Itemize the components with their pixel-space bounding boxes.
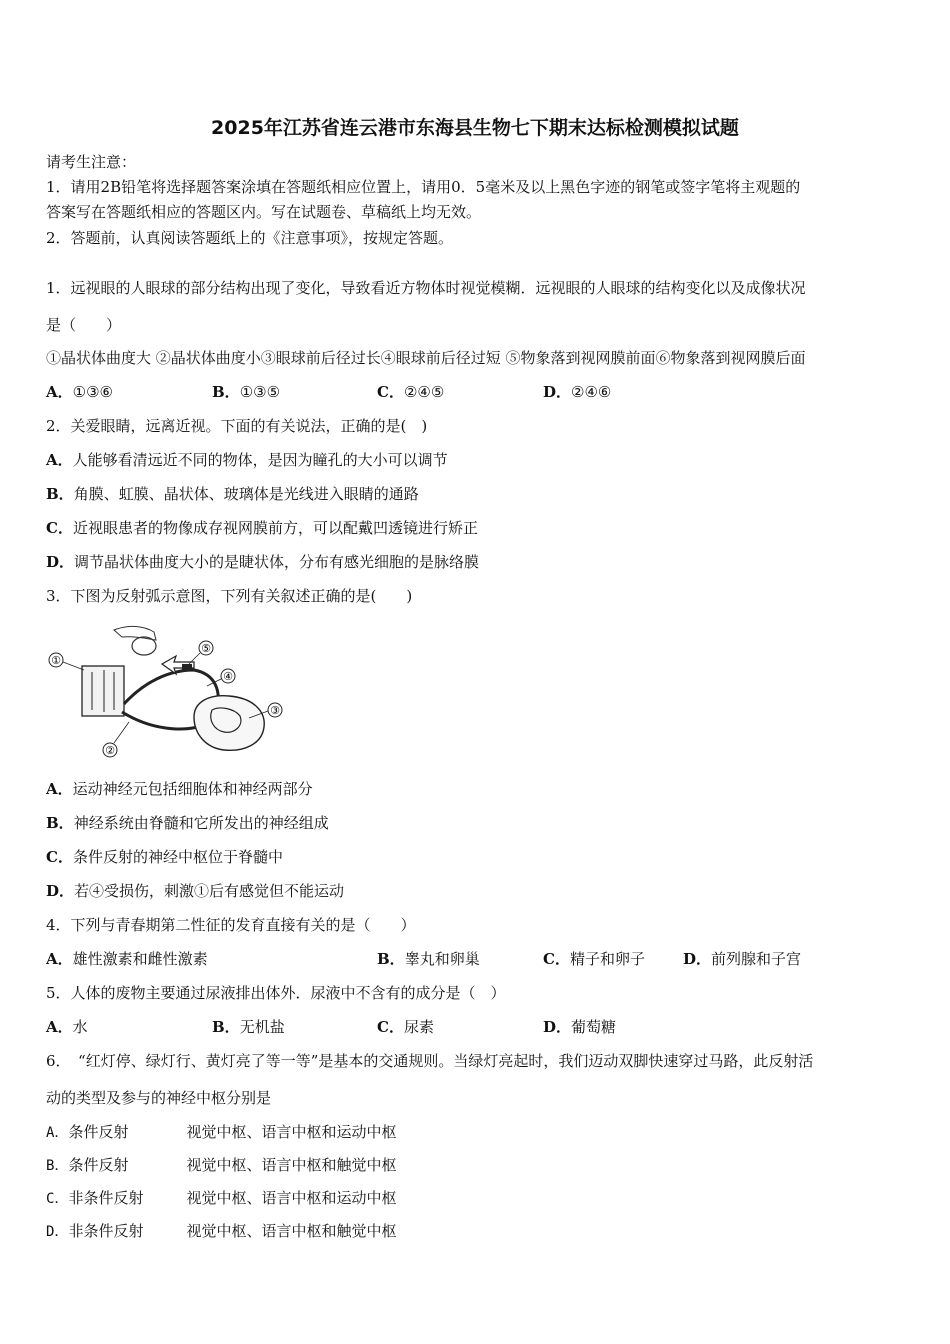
figure-label-2: ② [105, 744, 115, 757]
option-label: B． [212, 1018, 240, 1036]
q2-option-a [46, 449, 448, 470]
option-label: A． [46, 950, 73, 968]
option-label: C． [377, 383, 404, 401]
notice-heading: 请考生注意： [46, 153, 137, 171]
option-text: ①③⑥ [72, 383, 113, 401]
option-label: B． [377, 950, 405, 968]
option-text: 运动神经元包括细胞体和神经两部分 [72, 780, 313, 798]
option-label: A． [46, 1125, 69, 1141]
option-text: 视觉中枢、语言中枢和运动中枢 [186, 1189, 397, 1207]
q5-stem: 5．人体的废物主要通过尿液排出体外．尿液中不含有的成分是（ ） [46, 984, 506, 1002]
option-text: 精子和卵子 [569, 950, 645, 968]
notice-item-1-line-2: 答案写在答题纸相应的答题区内。写在试题卷、草稿纸上均无效。 [46, 203, 482, 221]
q1-items: ①晶状体曲度大 ②晶状体曲度小③眼球前后径过长④眼球前后径过短 ⑤物象落到视网膜前面⑥物象落到视网膜后面 [46, 349, 806, 367]
q6-option-c [46, 1187, 396, 1208]
q2-option-b [46, 483, 419, 504]
option-label: B． [46, 1158, 69, 1174]
option-type: 条件反射 [68, 1156, 129, 1174]
option-text: 角膜、虹膜、晶状体、玻璃体是光线进入眼睛的通路 [73, 485, 419, 503]
option-text: 视觉中枢、语言中枢和运动中枢 [186, 1123, 397, 1141]
q4-option-b [377, 948, 480, 969]
q6-option-a [46, 1121, 396, 1142]
figure-label-4: ④ [223, 670, 233, 683]
q1-option-a [46, 381, 113, 402]
flame-shape [132, 637, 156, 655]
option-label: D． [46, 553, 75, 571]
option-text: 条件反射的神经中枢位于脊髓中 [72, 848, 283, 866]
option-text: 前列腺和子宫 [711, 950, 802, 968]
effector-marker [182, 664, 192, 670]
q6-stem-line-2: 动的类型及参与的神经中枢分别是 [46, 1089, 272, 1107]
q3-option-a [46, 778, 313, 799]
option-text: 人能够看清远近不同的物体，是因为瞳孔的大小可以调节 [72, 451, 448, 469]
option-text: 睾丸和卵巢 [404, 950, 480, 968]
spinal-cord-section [194, 696, 264, 751]
option-label: B． [46, 814, 74, 832]
option-text: 神经系统由脊髓和它所发出的神经组成 [73, 814, 329, 832]
q5-option-c [377, 1016, 434, 1037]
leader-line [114, 722, 129, 743]
option-label: A． [46, 383, 73, 401]
option-label: B． [212, 383, 240, 401]
q6-option-b [46, 1154, 396, 1175]
option-type: 非条件反射 [68, 1189, 144, 1207]
q5-option-a [46, 1016, 88, 1037]
option-text: 视觉中枢、语言中枢和触觉中枢 [186, 1156, 397, 1174]
q4-option-d [683, 948, 801, 969]
q2-stem: 2．关爱眼睛，远离近视。下面的有关说法，正确的是( ) [46, 417, 428, 435]
option-text: 葡萄糖 [571, 1018, 617, 1036]
page-title: 2025年江苏省连云港市东海县生物七下期末达标检测模拟试题 [211, 117, 739, 139]
q3-option-d [46, 880, 344, 901]
q4-stem: 4．下列与青春期第二性征的发育直接有关的是（ ） [46, 916, 416, 934]
option-label: C． [543, 950, 570, 968]
option-label: C． [377, 1018, 404, 1036]
figure-label-5: ⑤ [201, 642, 211, 655]
q3-stem: 3．下图为反射弧示意图，下列有关叙述正确的是( ) [46, 587, 413, 605]
option-text: 尿素 [403, 1018, 434, 1036]
q4-option-a [46, 948, 208, 969]
option-text: 若④受损伤，刺激①后有感觉但不能运动 [74, 882, 345, 900]
notice-item-1-line-1: 1．请用2B铅笔将选择题答案涂填在答题纸相应位置上，请用0．5毫米及以上黑色字迹的钢笔或签字笔将主观题的 [46, 178, 801, 196]
q6-option-d [46, 1220, 396, 1241]
option-label: C． [46, 1191, 69, 1207]
q1-option-c [377, 381, 444, 402]
option-text: ②④⑥ [571, 383, 612, 401]
q1-option-b [212, 381, 280, 402]
option-label: A． [46, 451, 73, 469]
q6-stem-line-1: 6． “红灯停、绿灯行、黄灯亮了等一等”是基本的交通规则。当绿灯亮起时，我们迈动双脚快速穿过马路，此反射活 [46, 1052, 814, 1070]
option-text: 调节晶状体曲度大小的是睫状体，分布有感光细胞的是脉络膜 [74, 553, 480, 571]
option-type: 条件反射 [68, 1123, 129, 1141]
notice-item-2: 2．答题前，认真阅读答题纸上的《注意事项》，按规定答题。 [46, 229, 454, 247]
option-label: D． [543, 383, 572, 401]
option-label: D． [46, 882, 75, 900]
q4-option-c [543, 948, 645, 969]
reflex-arc-svg [44, 622, 286, 762]
skin-block [82, 666, 124, 716]
q5-option-b [212, 1016, 285, 1037]
leader-line [63, 662, 84, 670]
option-text: ①③⑤ [239, 383, 281, 401]
option-text: 近视眼患者的物像成存视网膜前方，可以配戴凹透镜进行矫正 [72, 519, 478, 537]
q1-option-d [543, 381, 611, 402]
option-label: B． [46, 485, 74, 503]
option-label: A． [46, 780, 73, 798]
option-label: D． [543, 1018, 572, 1036]
figure-label-3: ③ [270, 704, 280, 717]
reflex-arc-diagram [44, 622, 286, 762]
option-label: D． [683, 950, 712, 968]
option-text: 视觉中枢、语言中枢和触觉中枢 [186, 1222, 397, 1240]
option-text: ②④⑤ [403, 383, 445, 401]
option-label: A． [46, 1018, 73, 1036]
option-text: 水 [72, 1018, 88, 1036]
q1-stem-line-2: 是（ ） [46, 316, 122, 334]
option-type: 非条件反射 [68, 1222, 144, 1240]
q2-option-d [46, 551, 479, 572]
option-text: 无机盐 [239, 1018, 285, 1036]
figure-label-1: ① [51, 654, 61, 667]
q3-option-c [46, 846, 283, 867]
option-label: C． [46, 519, 73, 537]
option-label: C． [46, 848, 73, 866]
option-text: 雄性激素和雌性激素 [72, 950, 208, 968]
q3-option-b [46, 812, 329, 833]
q2-option-c [46, 517, 478, 538]
option-label: D． [46, 1224, 69, 1240]
q5-option-d [543, 1016, 616, 1037]
q1-stem-line-1: 1．远视眼的人眼球的部分结构出现了变化，导致看近方物体时视觉模糊．远视眼的人眼球的结构变化以及成像状况 [46, 279, 806, 297]
